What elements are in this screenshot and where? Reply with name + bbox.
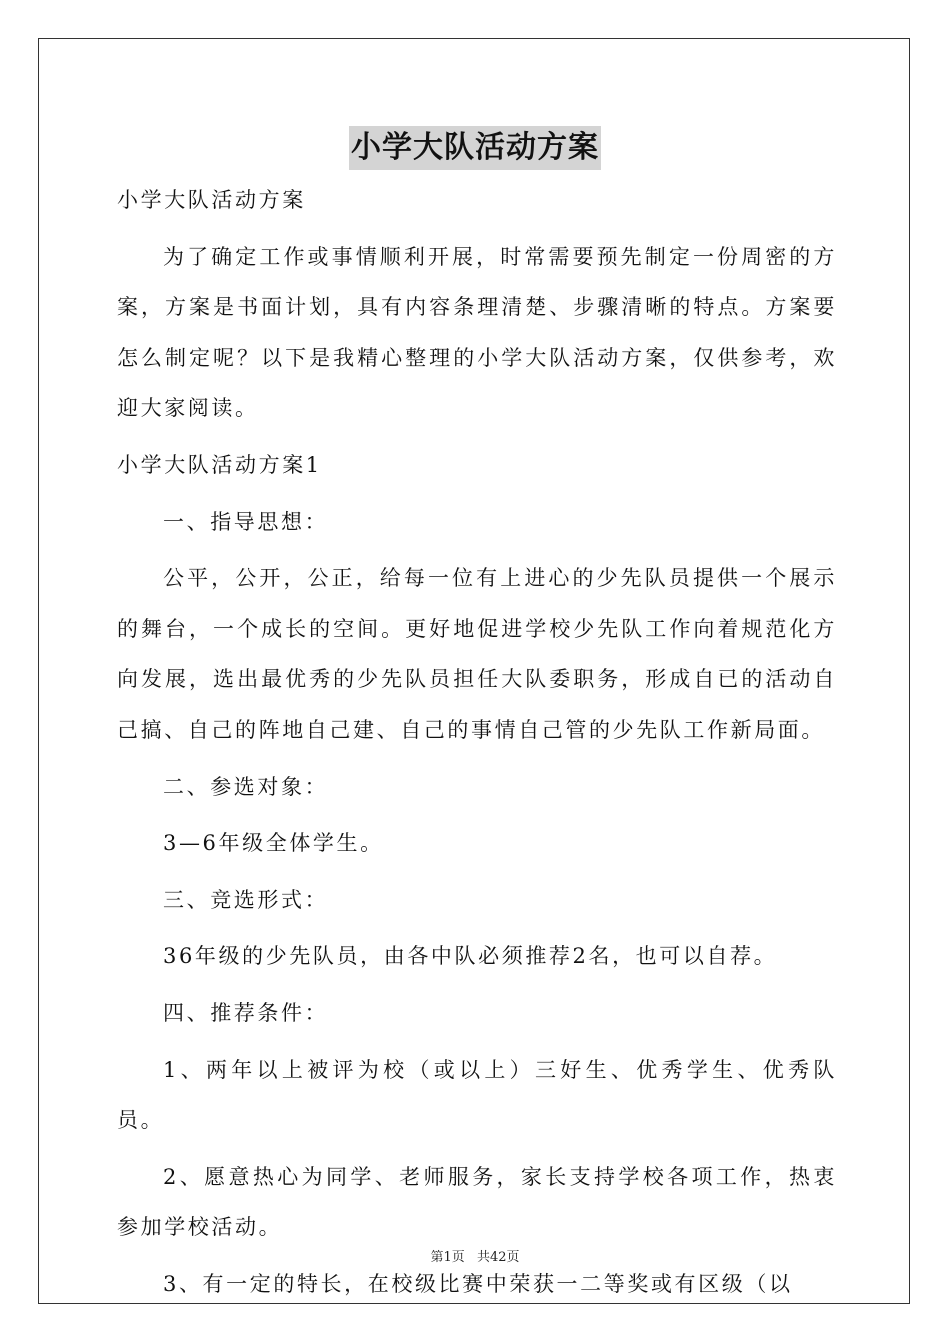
paragraph-section-title: 小学大队活动方案1 [117, 452, 322, 477]
paragraph-condition-3: 3、有一定的特长，在校级比赛中荣获一二等奖或有区级（以 [163, 1271, 793, 1296]
paragraph-format: 36年级的少先队员，由各中队必须推荐2名，也可以自荐。 [163, 944, 778, 969]
page-footer [0, 1246, 950, 1265]
paragraph-format-heading: 三、竞选形式： [163, 887, 329, 912]
document-title: 小学大队活动方案 [349, 126, 601, 170]
paragraph-conditions-heading: 四、推荐条件： [163, 1000, 329, 1025]
paragraph-heading: 小学大队活动方案 [117, 188, 306, 212]
paragraph-participants: 3—6年级全体学生。 [163, 831, 384, 856]
page-total: 共42页 [476, 1250, 520, 1265]
paragraph-guiding-thought: 公平，公开，公正，给每一位有上进心的少先队员提供一个展示的舞台，一个成长的空间。更好地促进学校少先队工作向着规范化方向发展，选出最优秀的少先队员担任大队委职务，形成自已的活动自己搞、自己的阵地自己建、自己的事情自己管的少先队工作新局面。 [117, 566, 837, 742]
paragraph-participants-heading: 二、参选对象： [163, 774, 329, 799]
document-body [117, 175, 837, 1309]
paragraph-intro: 为了确定工作或事情顺利开展，时常需要预先制定一份周密的方案，方案是书面计划，具有内容条理清楚、步骤清晰的特点。方案要怎么制定呢？以下是我精心整理的小学大队活动方案，仅供参考，欢迎大家阅读。 [117, 244, 837, 421]
title-wrapper [0, 126, 950, 170]
page-number: 第1页 [430, 1250, 465, 1265]
paragraph-guiding-thought-heading: 一、指导思想： [163, 509, 329, 534]
paragraph-condition-2: 2、愿意热心为同学、老师服务，家长支持学校各项工作，热衷参加学校活动。 [117, 1164, 837, 1240]
paragraph-condition-1: 1、两年以上被评为校（或以上）三好生、优秀学生、优秀队员。 [117, 1057, 837, 1133]
